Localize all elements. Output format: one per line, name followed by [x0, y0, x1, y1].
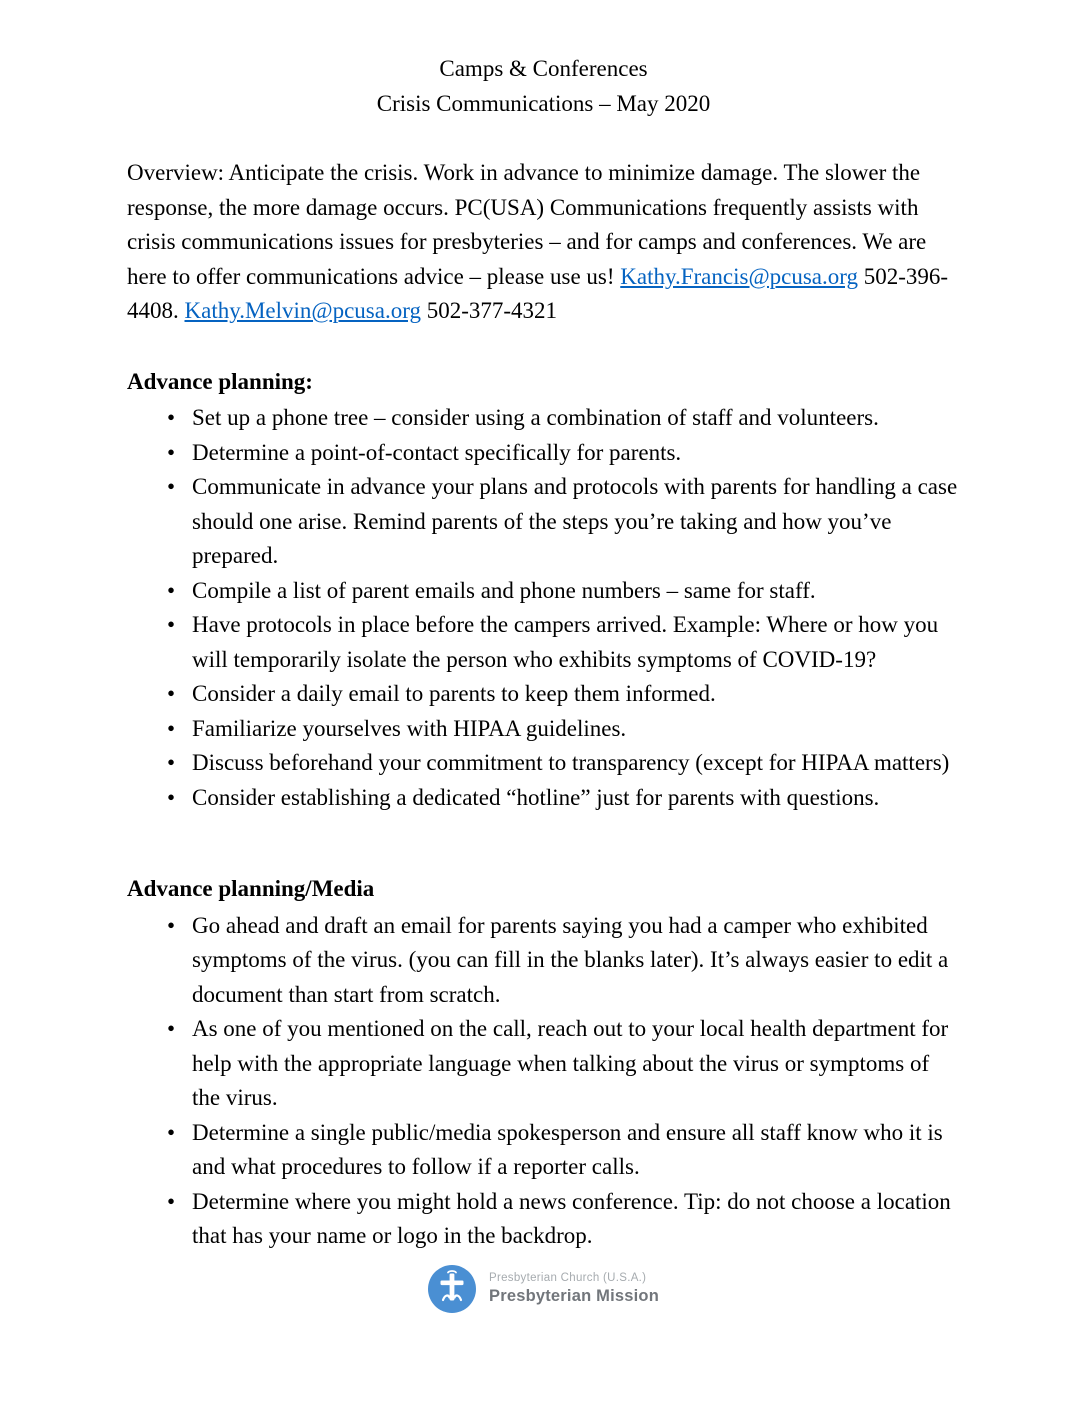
footer-org-text: [489, 1271, 659, 1307]
email-link-kathy-francis[interactable]: Kathy.Francis@pcusa.org: [620, 263, 858, 289]
footer-logo-block: [127, 1265, 960, 1313]
list-item: • Familiarize yourselves with HIPAA guidelines.: [165, 712, 960, 747]
overview-paragraph: [127, 156, 960, 329]
phone-number-2: 502-377-4321: [426, 298, 558, 323]
advance-planning-media-list: [127, 909, 960, 1254]
list-item: • Determine where you might hold a news conference. Tip: do not choose a location that has your name or logo in the backdrop.: [165, 1185, 960, 1254]
list-item: • Communicate in advance your plans and protocols with parents for handling a case should one arise. Remind parents of the steps you’re taking and how you’ve prepared.: [165, 470, 960, 574]
list-item: • Determine a single public/media spokesperson and ensure all staff know who it is and what procedures to follow if a reporter calls.: [165, 1116, 960, 1185]
list-item: • Go ahead and draft an email for parents saying you had a camper who exhibited symptoms of the virus. (you can fill in the blanks later). It’s always easier to edit a document than start from scratch.: [165, 909, 960, 1013]
org-subtitle: Presbyterian Church (U.S.A.): [489, 1271, 647, 1284]
advance-planning-list: [127, 401, 960, 815]
list-item: • As one of you mentioned on the call, reach out to your local health department for help with the appropriate language when talking about the virus or symptoms of the virus.: [165, 1012, 960, 1116]
section-heading-advance-planning-media: Advance planning/Media: [127, 876, 375, 901]
list-item: • Consider establishing a dedicated “hotline” just for parents with questions.: [165, 781, 960, 816]
email-link-kathy-melvin[interactable]: Kathy.Melvin@pcusa.org: [184, 298, 421, 323]
list-item: • Determine a point-of-contact specifically for parents.: [165, 436, 960, 471]
overview-text: Overview: Anticipate the crisis. Work in advance to minimize damage. The slower the response, the more damage occurs. PC(USA) Communications frequently assists with crisis communications issues for presbyteries – and for camps and conferences. We are here to offer communications advice – please use us!: [127, 160, 927, 289]
section-heading-advance-planning: Advance planning:: [127, 368, 313, 394]
list-item: • Have protocols in place before the campers arrived. Example: Where or how you will temporarily isolate the person who exhibits symptoms of COVID-19?: [165, 608, 960, 677]
doc-title-line2: Crisis Communications – May 2020: [376, 90, 711, 116]
list-item: • Discuss beforehand your commitment to transparency (except for HIPAA matters): [165, 746, 960, 781]
list-item: • Compile a list of parent emails and phone numbers – same for staff.: [165, 574, 960, 609]
document-header: [127, 52, 960, 121]
presbyterian-seal-icon: [428, 1265, 476, 1313]
org-title: Presbyterian Mission: [489, 1286, 659, 1305]
list-item: • Consider a daily email to parents to keep them informed.: [165, 677, 960, 712]
phone-number-1: 502-396-4408.: [127, 263, 949, 323]
list-item: • Set up a phone tree – consider using a combination of staff and volunteers.: [165, 401, 960, 436]
doc-title-line1: Camps & Conferences: [439, 56, 648, 81]
